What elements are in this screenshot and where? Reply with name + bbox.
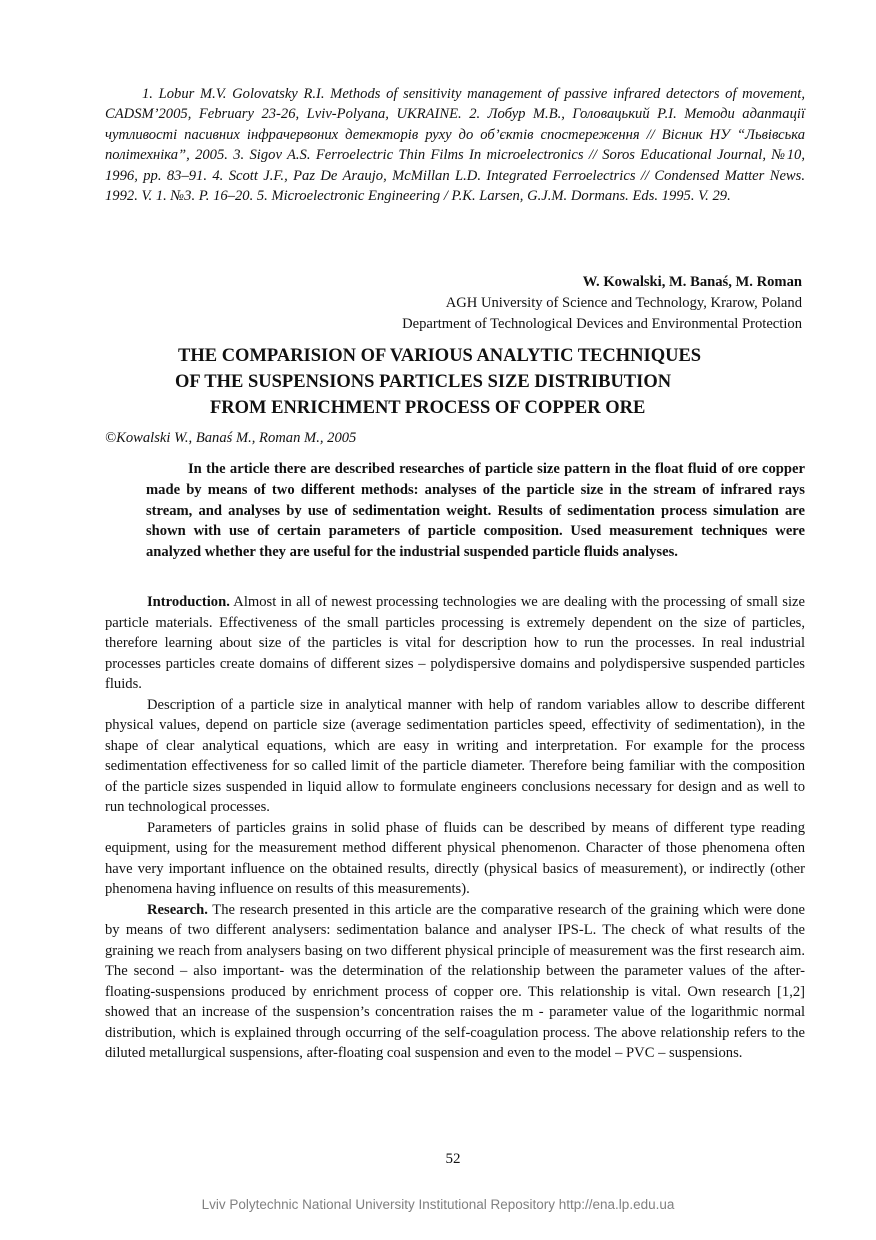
references-text: 1. Lobur M.V. Golovatsky R.I. Methods of sensitivity management of passive infrared detectors of movement, CADSM’2005, February 23-26, Lviv-Polyana, UKRAINE. 2. Лобур М.В., Головацький Р.І. Методи адаптації чутливості пасивних інфрачервоних детекторів руху до об’єктів спостереження // Вісник НУ “Львівська політехніка”, 2005. 3. Sigov A.S. Ferroelectric Thin Films In microelectronics // Soros Educational Journal, №10, 1996, pp. 83–91. 4. Scott J.F., Paz De Araujo, McMillan L.D. Integrated Ferroelectrics // Condensed Matter News. 1992. V. 1. №3. P. 16–20. 5. Microelectronic Engineering / P.K. Larsen, G.J.M. Dormans. Eds. 1995. V. 29. — [105, 86, 805, 205]
affiliation-university: AGH University of Science and Technology, Krarow, Poland — [445, 295, 802, 311]
section-heading-research: Research. — [147, 901, 208, 918]
title-line: OF THE SUSPENSIONS PARTICLES SIZE DISTRIBUTION — [175, 372, 672, 392]
affiliation-department: Department of Technological Devices and Environmental Protection — [402, 316, 802, 332]
copyright-notice: ©Kowalski W., Banaś M., Roman M., 2005 — [105, 430, 357, 446]
title-line: FROM ENRICHMENT PROCESS OF COPPER ORE — [210, 398, 646, 418]
paragraph-introduction: Introduction. Almost in all of newest processing technologies we are dealing with the processing of small size particle materials. Effectiveness of the small particles processing is extremely dependent on the size of particles, therefore learning about size of the particles is vital for description how to run the processes. In real industrial processes particles create domains of different sizes – polydispersive domains and polydispersive suspended particles fluids. — [105, 594, 805, 692]
paragraph-description: Description of a particle size in analytical manner with help of random variables allow to describe different physical values, depend on particle size (average sedimentation particles speed, effectivity of sedimentation), in the shape of clear analytical equations, which are easy in writing and interpretation. For example for the process sedimentation effectiveness for so called limit of the particle diameter. Therefore being familiar with the composition of the particle sizes suspended in liquid allow to formulate engineers conclusions necessary for design and as well to run technological processes. — [105, 696, 805, 815]
paragraph-research: Research. The research presented in this article are the comparative research of the graining which were done by means of two different analysers: sedimentation balance and analyser IPS-L. The check of what results of the graining we reach from analysers basing on two different physical principle of measurement was the first research aim. The second – also important- was the determination of the relationship between the parameter values of the after-floating-suspensions produced by enrichment process of copper ore. This relationship is vital. Own research [1,2] showed that an increase of the suspension’s concentration raises the m - parameter value of the logarithmic normal distribution, which is explained through occurring of the self-coagulation process. The above relationship refers to the diluted metallurgical suspensions, after-floating coal suspension and even to the model – PVC – suspensions. — [105, 901, 805, 1061]
section-heading-introduction: Introduction. — [147, 594, 230, 610]
abstract: In the article there are described researches of particle size pattern in the float fluid of ore copper made by means of two different methods: analyses of the particle size in the stream of infrared rays stream, and analyses by use of sedimentation weight. Results of sedimentation process simulation are shown with use of certain parameters of particle composition. Used measurement techniques were analyzed whether they are useful for the industrial suspended particle fluids analyses. — [146, 461, 805, 561]
paragraph-parameters: Parameters of particles grains in solid phase of fluids can be described by means of different type reading equipment, using for the measurement method different physical phenomenon. Character of those phenomena often have very important influence on the obtained results, directly (physical basics of measurement), or indirectly (other phenomena having influence on results of this measurements). — [105, 819, 805, 897]
body-text — [105, 592, 805, 1064]
references-section — [105, 84, 805, 206]
page-number: 52 — [445, 1151, 461, 1167]
article-title — [100, 343, 850, 421]
repository-footer: Lviv Polytechnic National University Institutional Repository http://ena.lp.edu.ua — [201, 1197, 675, 1212]
article-header — [402, 272, 802, 335]
author-names: W. Kowalski, M. Banaś, M. Roman — [582, 274, 802, 290]
title-line: THE COMPARISION OF VARIOUS ANALYTIC TECHNIQUES — [178, 346, 702, 366]
